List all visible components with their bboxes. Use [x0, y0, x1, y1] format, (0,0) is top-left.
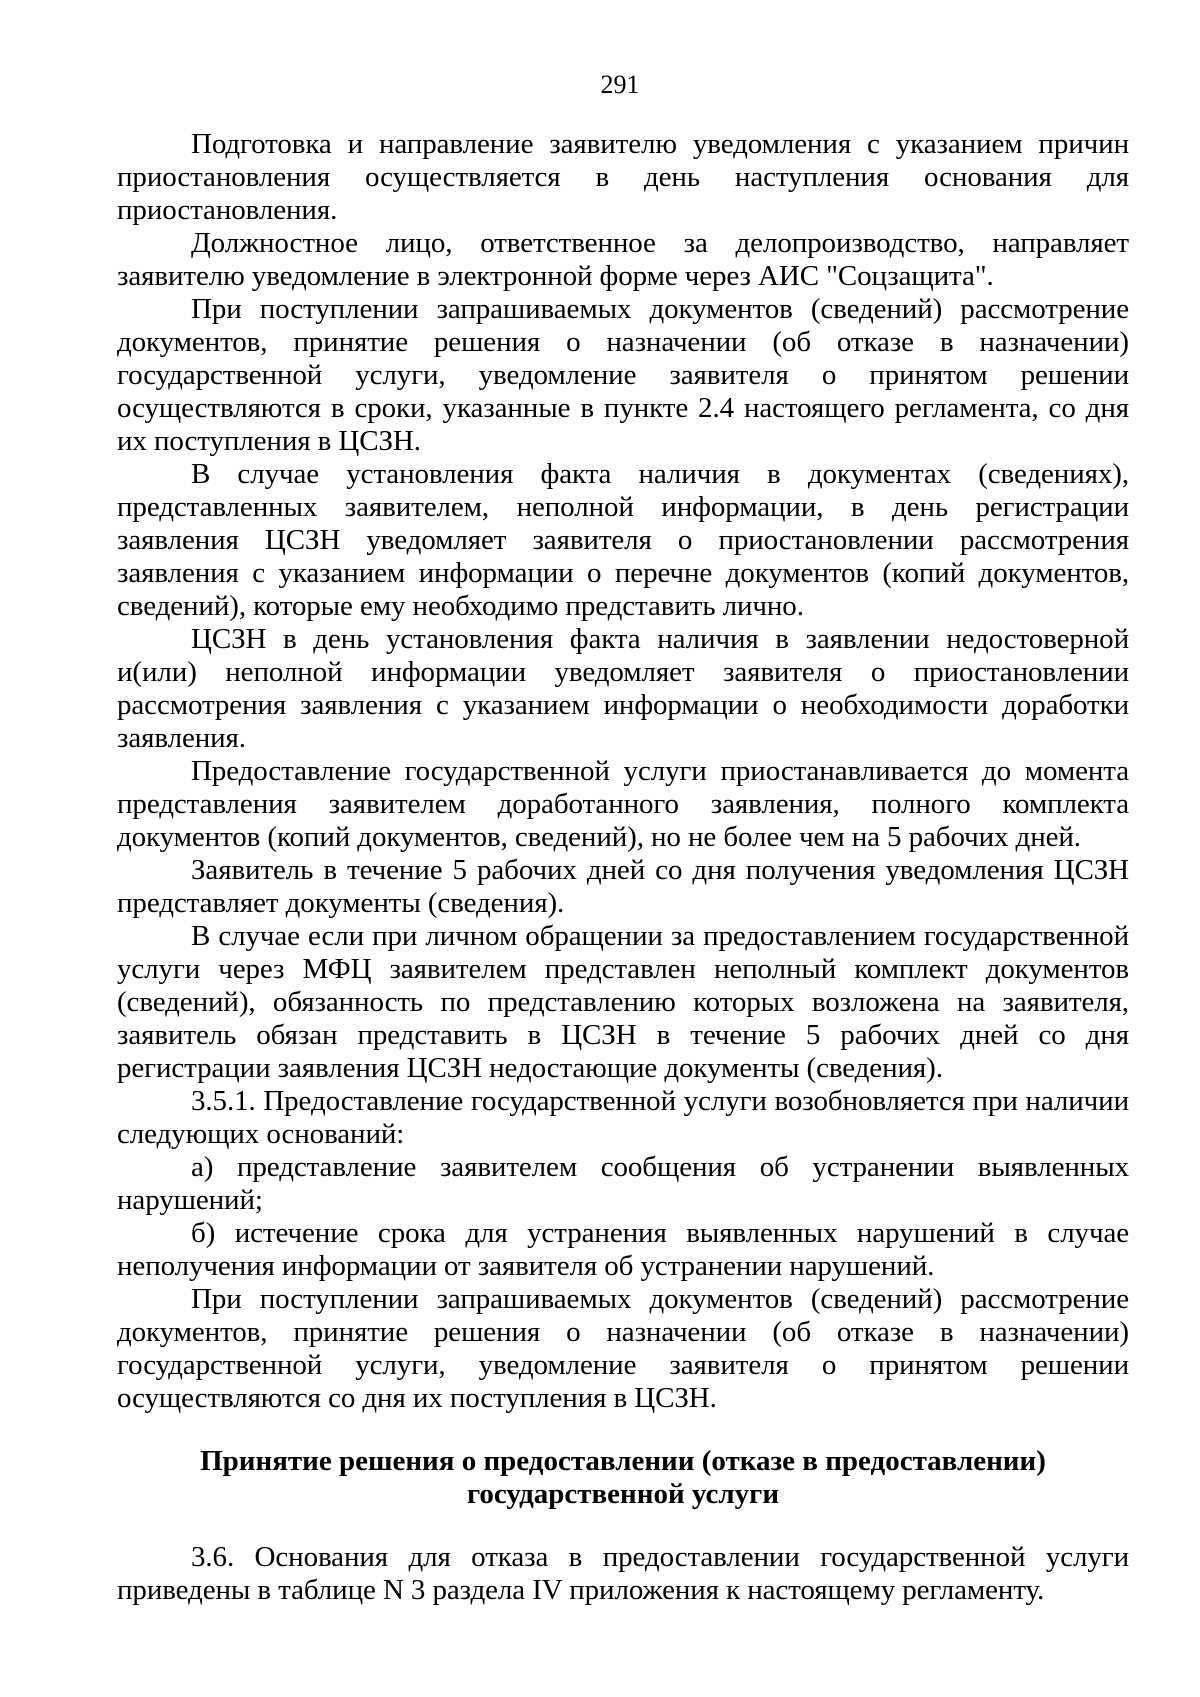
section-heading — [117, 1445, 1129, 1541]
paragraph: Подготовка и направление заявителю уведомления с указанием причин приостановления осуществляется в день наступления основания для приостановления. — [117, 128, 1129, 226]
paragraph: 3.6. Основания для отказа в предоставлении государственной услуги приведены в таблице N 3 раздела IV приложения к настоящему регламенту. — [117, 1541, 1129, 1606]
paragraph: При поступлении запрашиваемых документов (сведений) рассмотрение документов, принятие решения о назначении (об отказе в назначении) государственной услуги, уведомление заявителя о принятом решении осуществляются в сроки, указанные в пункте 2.4 настоящего регламента, со дня их поступления в ЦСЗН. — [117, 293, 1129, 457]
section-heading-line: государственной услуги — [466, 1478, 780, 1510]
page-number: 291 — [600, 70, 640, 99]
paragraph: Должностное лицо, ответственное за делопроизводство, направляет заявителю уведомление в электронной форме через АИС "Соцзащита". — [117, 227, 1129, 292]
paragraph: В случае установления факта наличия в документах (сведениях), представленных заявителем, неполной информации, в день регистрации заявления ЦСЗН уведомляет заявителя о приостановлении рассмотрения заявления с указанием информации о перечне документов (копий документов, сведений), которые ему необходимо представить лично. — [117, 458, 1129, 622]
paragraph: При поступлении запрашиваемых документов (сведений) рассмотрение документов, принятие решения о назначении (об отказе в назначении) государственной услуги, уведомление заявителя о принятом решении осуществляются со дня их поступления в ЦСЗН. — [117, 1283, 1129, 1414]
paragraph: Заявитель в течение 5 рабочих дней со дня получения уведомления ЦСЗН представляет документы (сведения). — [117, 854, 1129, 919]
paragraph: б) истечение срока для устранения выявленных нарушений в случае неполучения информации от заявителя об устранении нарушений. — [117, 1217, 1129, 1282]
paragraph: В случае если при личном обращении за предоставлением государственной услуги через МФЦ заявителем представлен неполный комплект документов (сведений), обязанность по представлению которых возложена на заявителя, заявитель обязан представить в ЦСЗН в течение 5 рабочих дней со дня регистрации заявления ЦСЗН недостающие документы (сведения). — [117, 920, 1129, 1084]
section-heading-line: Принятие решения о предоставлении (отказе в предоставлении) — [200, 1445, 1046, 1477]
document-body — [117, 128, 1129, 1607]
paragraph: Предоставление государственной услуги приостанавливается до момента представления заявителем доработанного заявления, полного комплекта документов (копий документов, сведений), но не более чем на 5 рабочих дней. — [117, 755, 1129, 853]
paragraph: ЦСЗН в день установления факта наличия в заявлении недостоверной и(или) неполной информации уведомляет заявителя о приостановлении рассмотрения заявления с указанием информации о необходимости доработки заявления. — [117, 623, 1129, 754]
paragraph: 3.5.1. Предоставление государственной услуги возобновляется при наличии следующих оснований: — [117, 1085, 1129, 1150]
paragraph: а) представление заявителем сообщения об устранении выявленных нарушений; — [117, 1151, 1129, 1216]
